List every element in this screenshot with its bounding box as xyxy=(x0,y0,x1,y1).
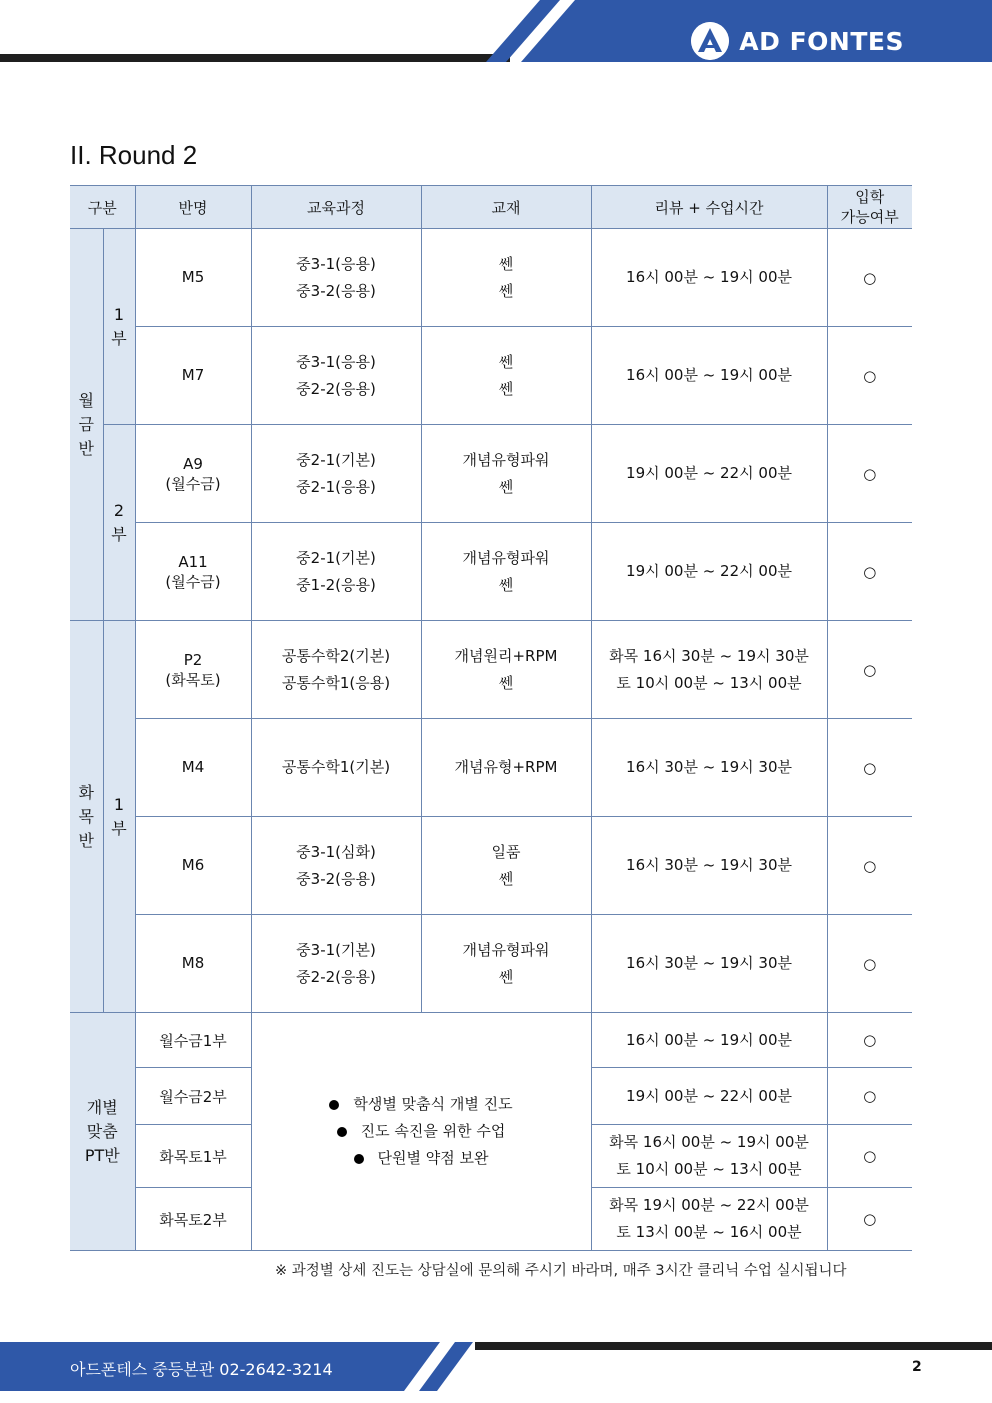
availability-cell: ○ xyxy=(827,817,912,915)
course-cell: 중2-1(기본) 중1-2(응용) xyxy=(251,523,421,621)
footnote: ※ 과정별 상세 진도는 상담실에 문의해 주시기 바라며, 매주 3시간 클리닉 수업 실시됩니다 xyxy=(275,1263,847,1279)
brand-logo xyxy=(691,22,904,60)
time-cell: 16시 00분 ~ 19시 00분 xyxy=(591,327,827,425)
group-label xyxy=(70,621,103,1013)
table-row xyxy=(70,621,912,719)
group-label-text: 월금반 xyxy=(78,390,94,458)
availability-cell: ○ xyxy=(827,523,912,621)
table-row xyxy=(70,327,912,425)
textbook-cell: 개념원리+RPM 쎈 xyxy=(421,621,591,719)
class-name: 화목토1부 xyxy=(135,1125,251,1188)
time-cell: 19시 00분 ~ 22시 00분 xyxy=(591,1068,827,1125)
class-name: M6 xyxy=(135,817,251,915)
group-label: 개별 맞춤 PT반 xyxy=(70,1013,135,1251)
availability-cell: ○ xyxy=(827,1188,912,1251)
class-name: 월수금1부 xyxy=(135,1013,251,1068)
table-row xyxy=(70,719,912,817)
brand-name: AD FONTES xyxy=(739,26,904,56)
section-title: II. Round 2 xyxy=(70,140,198,170)
textbook-cell: 쎈 쎈 xyxy=(421,229,591,327)
course-cell: 중3-1(응용) 중3-2(응용) xyxy=(251,229,421,327)
class-name: 월수금2부 xyxy=(135,1068,251,1125)
time-cell: 19시 00분 ~ 22시 00분 xyxy=(591,523,827,621)
time-cell: 16시 00분 ~ 19시 00분 xyxy=(591,229,827,327)
table-row xyxy=(70,425,912,523)
availability-cell: ○ xyxy=(827,1125,912,1188)
bullet-item: 단원별 약점 보완 xyxy=(252,1145,591,1172)
availability-cell: ○ xyxy=(827,425,912,523)
availability-cell: ○ xyxy=(827,1068,912,1125)
class-name: A11 (월수금) xyxy=(135,523,251,621)
col-header-availability-l2: 가능여부 xyxy=(840,208,899,226)
class-name: M8 xyxy=(135,915,251,1013)
part-label xyxy=(103,621,135,1013)
table-row xyxy=(70,817,912,915)
availability-cell: ○ xyxy=(827,229,912,327)
col-header-course: 교육과정 xyxy=(251,186,421,229)
col-header-category: 구분 xyxy=(70,186,135,229)
availability-cell: ○ xyxy=(827,621,912,719)
course-cell: 공통수학1(기본) xyxy=(251,719,421,817)
table-header-row xyxy=(70,186,912,229)
course-cell: 중3-1(심화) 중3-2(응용) xyxy=(251,817,421,915)
textbook-cell: 개념유형파워 쎈 xyxy=(421,523,591,621)
textbook-cell: 일품 쎈 xyxy=(421,817,591,915)
group-label xyxy=(70,229,103,621)
time-cell: 16시 30분 ~ 19시 30분 xyxy=(591,719,827,817)
time-cell: 16시 30분 ~ 19시 30분 xyxy=(591,817,827,915)
table-row xyxy=(70,915,912,1013)
textbook-cell: 개념유형+RPM xyxy=(421,719,591,817)
availability-cell: ○ xyxy=(827,915,912,1013)
time-cell: 화목 16시 00분 ~ 19시 00분 토 10시 00분 ~ 13시 00분 xyxy=(591,1125,827,1188)
textbook-cell: 개념유형파워 쎈 xyxy=(421,915,591,1013)
time-cell: 19시 00분 ~ 22시 00분 xyxy=(591,425,827,523)
course-cell: 공통수학2(기본) 공통수학1(응용) xyxy=(251,621,421,719)
page-number: 2 xyxy=(912,1359,922,1375)
time-cell: 화목 16시 30분 ~ 19시 30분 토 10시 00분 ~ 13시 00분 xyxy=(591,621,827,719)
part-label xyxy=(103,229,135,425)
availability-cell: ○ xyxy=(827,719,912,817)
class-name: A9 (월수금) xyxy=(135,425,251,523)
time-cell: 16시 30분 ~ 19시 30분 xyxy=(591,915,827,1013)
part-label xyxy=(103,425,135,621)
time-cell: 화목 19시 00분 ~ 22시 00분 토 13시 00분 ~ 16시 00분 xyxy=(591,1188,827,1251)
col-header-availability-l1: 입학 xyxy=(855,188,885,206)
course-cell: 중3-1(응용) 중2-2(응용) xyxy=(251,327,421,425)
pt-description xyxy=(251,1013,591,1251)
availability-cell: ○ xyxy=(827,1013,912,1068)
table-row xyxy=(70,1013,912,1068)
class-name: M7 xyxy=(135,327,251,425)
col-header-class: 반명 xyxy=(135,186,251,229)
footer-contact: 아드폰테스 중등본관 02-2642-3214 xyxy=(70,1360,333,1379)
table-row xyxy=(70,229,912,327)
part-label-text: 2부 xyxy=(111,500,127,544)
textbook-cell: 쎈 쎈 xyxy=(421,327,591,425)
class-name: P2 (화목토) xyxy=(135,621,251,719)
time-cell: 16시 00분 ~ 19시 00분 xyxy=(591,1013,827,1068)
course-cell: 중2-1(기본) 중2-1(응용) xyxy=(251,425,421,523)
table-row xyxy=(70,523,912,621)
bullet-dot-icon xyxy=(337,1127,347,1137)
textbook-cell: 개념유형파워 쎈 xyxy=(421,425,591,523)
schedule-table xyxy=(70,185,912,1251)
part-label-text: 1부 xyxy=(111,794,127,838)
group-label-text: 화목반 xyxy=(78,782,94,850)
availability-cell: ○ xyxy=(827,327,912,425)
class-name: M4 xyxy=(135,719,251,817)
bullet-dot-icon xyxy=(354,1154,364,1164)
course-cell: 중3-1(기본) 중2-2(응용) xyxy=(251,915,421,1013)
bullet-dot-icon xyxy=(329,1100,339,1110)
part-label-text: 1부 xyxy=(111,304,127,348)
col-header-time: 리뷰 + 수업시간 xyxy=(591,186,827,229)
bullet-item: 학생별 맞춤식 개별 진도 xyxy=(252,1091,591,1118)
col-header-textbook: 교재 xyxy=(421,186,591,229)
bullet-item: 진도 속진을 위한 수업 xyxy=(252,1118,591,1145)
brand-mark-icon xyxy=(691,22,729,60)
class-name: M5 xyxy=(135,229,251,327)
class-name: 화목토2부 xyxy=(135,1188,251,1251)
col-header-availability xyxy=(827,186,912,229)
